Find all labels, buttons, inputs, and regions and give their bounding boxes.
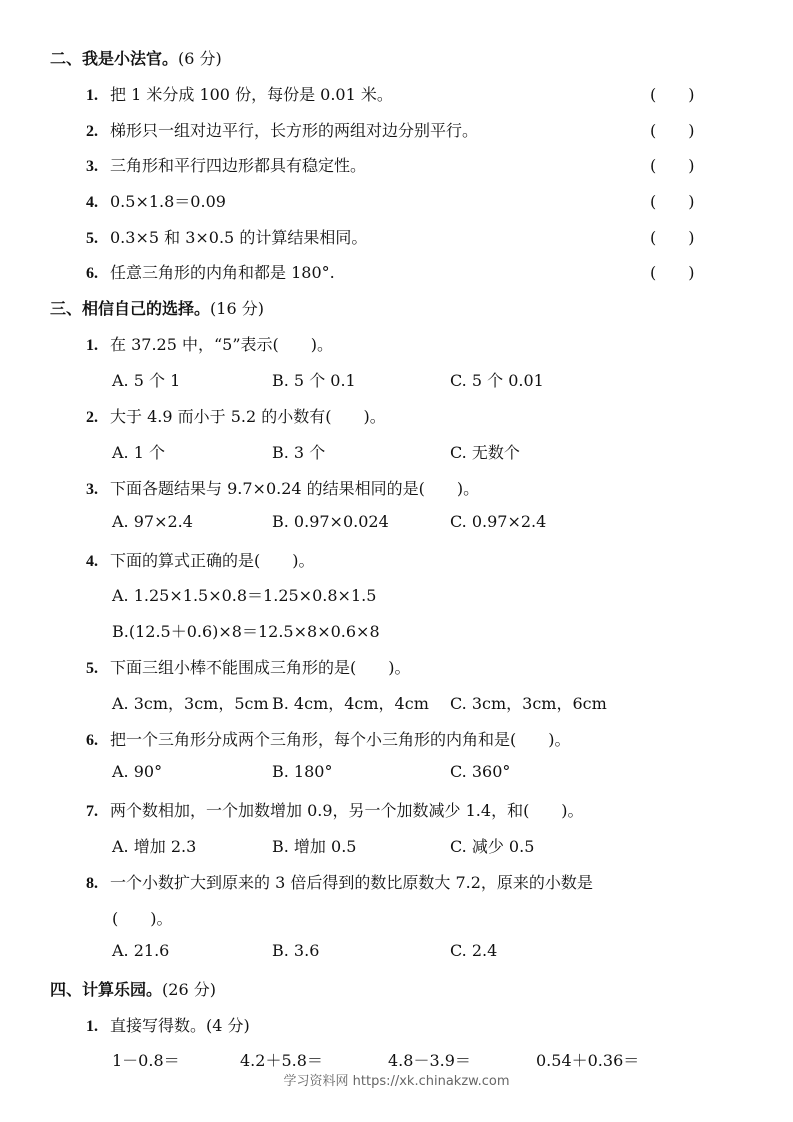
- option-c[interactable]: C. 无数个: [450, 443, 520, 462]
- question-number: 1.: [86, 87, 98, 104]
- choice-question-2: [86, 404, 386, 427]
- question-number: 1.: [86, 337, 98, 354]
- question-continuation: ( )。: [112, 909, 173, 928]
- question-text: 把 1 米分成 100 份，每份是 0.01 米。: [110, 85, 393, 104]
- calc-item[interactable]: 0.54＋0.36＝: [536, 1051, 640, 1070]
- question-text: 三角形和平行四边形都具有稳定性。: [110, 156, 367, 175]
- question-number: 2.: [86, 123, 98, 140]
- question-number: 1.: [86, 1018, 98, 1035]
- option-a[interactable]: A. 3cm，3cm，5cm: [112, 694, 269, 713]
- option-c[interactable]: C. 减少 0.5: [450, 837, 535, 856]
- choice-question-7: [86, 798, 584, 821]
- option-c[interactable]: C. 360°: [450, 762, 511, 781]
- option-b[interactable]: B. 3.6: [272, 941, 320, 960]
- option-b[interactable]: B. 增加 0.5: [272, 837, 357, 856]
- section-4-heading: [50, 977, 216, 1000]
- judge-question-4: [86, 189, 226, 212]
- section-3-points: (16 分): [210, 299, 264, 318]
- option-a[interactable]: A. 90°: [112, 762, 163, 781]
- question-number: 3.: [86, 481, 98, 498]
- question-number: 5.: [86, 660, 98, 677]
- question-text: 下面各题结果与 9.7×0.24 的结果相同的是( )。: [110, 479, 480, 498]
- section-2-heading: [50, 46, 222, 69]
- question-text: 任意三角形的内角和都是 180°.: [110, 263, 335, 282]
- option-a[interactable]: A. 21.6: [112, 941, 170, 960]
- question-text: 两个数相加，一个加数增加 0.9，另一个加数减少 1.4，和( )。: [110, 801, 584, 820]
- option-b[interactable]: B. 0.97×0.024: [272, 512, 389, 531]
- question-number: 6.: [86, 265, 98, 282]
- option-b[interactable]: B. 5 个 0.1: [272, 371, 356, 390]
- section-3-title: 三、相信自己的选择。: [50, 299, 211, 318]
- option-a[interactable]: A. 1 个: [112, 443, 165, 462]
- question-text: 在 37.25 中，“5”表示( )。: [110, 335, 334, 354]
- judge-question-2: [86, 118, 478, 141]
- choice-question-3: [86, 476, 479, 499]
- answer-blank[interactable]: ( ): [650, 85, 695, 104]
- option-a[interactable]: A. 增加 2.3: [112, 837, 197, 856]
- question-number: 4.: [86, 194, 98, 211]
- judge-question-3: [86, 153, 366, 176]
- question-text: 0.3×5 和 3×0.5 的计算结果相同。: [110, 228, 368, 247]
- section-3-heading: [50, 296, 264, 319]
- choice-question-8: [86, 870, 593, 893]
- answer-blank[interactable]: ( ): [650, 263, 695, 282]
- option-c[interactable]: C. 2.4: [450, 941, 498, 960]
- option-b[interactable]: B. 3 个: [272, 443, 326, 462]
- section-4-points: (26 分): [162, 980, 216, 999]
- question-text: 0.5×1.8＝0.09: [110, 192, 226, 211]
- question-text: 直接写得数。(4 分): [110, 1016, 250, 1035]
- question-number: 2.: [86, 409, 98, 426]
- answer-blank[interactable]: ( ): [650, 228, 695, 247]
- answer-blank[interactable]: ( ): [650, 156, 695, 175]
- question-text: 下面的算式正确的是( )。: [110, 551, 315, 570]
- section-2-title: 二、我是小法官。: [50, 49, 179, 68]
- calc-question-1: [86, 1013, 250, 1036]
- option-a[interactable]: A. 97×2.4: [112, 512, 193, 531]
- question-text: 梯形只一组对边平行，长方形的两组对边分别平行。: [110, 121, 479, 140]
- option-c[interactable]: C. 5 个 0.01: [450, 371, 544, 390]
- calc-item[interactable]: 1－0.8＝: [112, 1051, 180, 1070]
- choice-question-6: [86, 727, 571, 750]
- option-b[interactable]: B. 4cm，4cm，4cm: [272, 694, 429, 713]
- section-4-title: 四、计算乐园。: [50, 980, 163, 999]
- question-text: 把一个三角形分成两个三角形，每个小三角形的内角和是( )。: [110, 730, 571, 749]
- question-number: 6.: [86, 732, 98, 749]
- choice-question-4: [86, 548, 315, 571]
- question-number: 7.: [86, 803, 98, 820]
- question-text: 大于 4.9 而小于 5.2 的小数有( )。: [110, 407, 386, 426]
- calc-item[interactable]: 4.8－3.9＝: [388, 1051, 471, 1070]
- question-number: 3.: [86, 158, 98, 175]
- option-c[interactable]: C. 0.97×2.4: [450, 512, 547, 531]
- option-a[interactable]: A. 1.25×1.5×0.8＝1.25×0.8×1.5: [112, 586, 377, 605]
- option-b[interactable]: B.(12.5＋0.6)×8＝12.5×8×0.6×8: [112, 622, 380, 641]
- answer-blank[interactable]: ( ): [650, 192, 695, 211]
- question-number: 8.: [86, 875, 98, 892]
- watermark-footer: 学习资料网 https://xk.chinakzw.com: [283, 1074, 510, 1089]
- option-c[interactable]: C. 3cm，3cm，6cm: [450, 694, 607, 713]
- answer-blank[interactable]: ( ): [650, 121, 695, 140]
- question-number: 5.: [86, 230, 98, 247]
- choice-question-1: [86, 332, 333, 355]
- question-text: 一个小数扩大到原来的 3 倍后得到的数比原数大 7.2，原来的小数是: [110, 873, 593, 892]
- section-2-points: (6 分): [178, 49, 222, 68]
- calc-item[interactable]: 4.2＋5.8＝: [240, 1051, 323, 1070]
- judge-question-6: [86, 260, 335, 283]
- judge-question-1: [86, 82, 393, 105]
- option-a[interactable]: A. 5 个 1: [112, 371, 181, 390]
- choice-question-5: [86, 655, 411, 678]
- judge-question-5: [86, 225, 367, 248]
- question-text: 下面三组小棒不能围成三角形的是( )。: [110, 658, 411, 677]
- question-number: 4.: [86, 553, 98, 570]
- option-b[interactable]: B. 180°: [272, 762, 333, 781]
